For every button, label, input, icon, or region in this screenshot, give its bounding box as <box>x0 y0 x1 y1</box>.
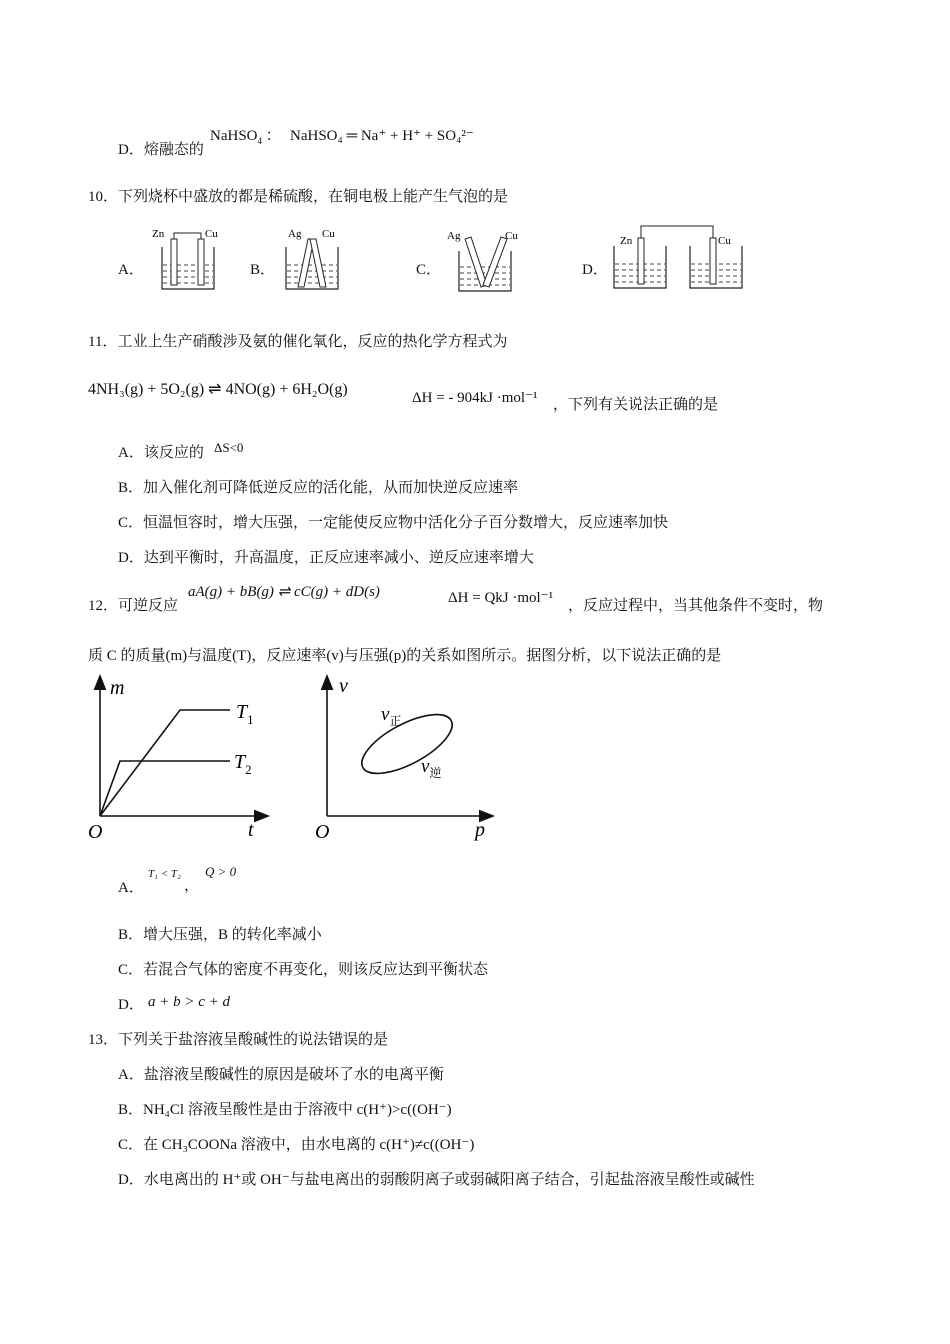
q11-option-c: C．恒温恒容时，增大压强，一定能使反应物中活化分子百分数增大，反应速率加快 <box>118 515 669 531</box>
q13-option-d: D．水电离出的 H⁺或 OH⁻与盐电离出的弱酸阴离子或弱碱阳离子结合，引起盐溶液呈酸性或碱性 <box>118 1172 755 1188</box>
q11-delta-h: ΔH = - 904kJ ·mol⁻¹ <box>412 390 538 406</box>
q12-graph-rate-pressure <box>305 672 505 844</box>
graph1-t1-label: $T_1$ <box>236 701 254 727</box>
q12-equation: aA(g) + bB(g) ⇌ cC(g) + dD(s) <box>188 584 380 600</box>
beaker-c-right-label: Cu <box>505 230 518 242</box>
q12-option-c: C．若混合气体的密度不再变化，则该反应达到平衡状态 <box>118 962 489 978</box>
q13-option-b: B．NH₄Cl 溶液呈酸性是由于溶液中 c(H⁺)>c((OH⁻) <box>118 1102 452 1118</box>
graph2-origin: O <box>315 821 330 843</box>
q12-stem-line2: 质 C 的质量(m)与温度(T)，反应速率(v)与压强(p)的关系如图所示。据图分析，以下说法正确的是 <box>88 648 722 664</box>
q12-option-a-comma: ， <box>184 878 200 894</box>
graph2-x-label: p <box>475 819 485 841</box>
graph1-curve-t2 <box>100 761 230 816</box>
q12-option-d-formula: a + b > c + d <box>148 994 231 1010</box>
graph2-reverse-label: $v_逆$ <box>421 756 442 780</box>
q12-stem-start: 12．可逆反应 <box>88 598 179 614</box>
q13-option-c: C．在 CH₃COONa 溶液中，由水电离的 c(H⁺)≠c((OH⁻) <box>118 1137 475 1153</box>
q12-option-a-formula2: Q > 0 <box>205 864 237 879</box>
q11-stem-tail: ，下列有关说法正确的是 <box>553 397 719 413</box>
graph2-forward-label: $v_正$ <box>381 704 402 728</box>
graph1-t2-label: $T_2$ <box>234 751 252 777</box>
q12-option-a: A． <box>118 880 144 896</box>
q11-option-b: B．加入催化剂可降低逆反应的活化能，从而加快逆反应速率 <box>118 480 519 496</box>
q10-option-b-label: B． <box>250 262 276 278</box>
q9-option-d-formula: NaHSO$_4$ ： <box>210 128 281 146</box>
beaker-a-right-label: Cu <box>205 228 218 240</box>
q10-stem: 10．下列烧杯中盛放的都是稀硫酸，在铜电极上能产生气泡的是 <box>88 189 509 205</box>
q12-delta-h: ΔH = QkJ ·mol⁻¹ <box>448 590 554 606</box>
q10-option-a-label: A． <box>118 262 144 278</box>
q10-option-c-label: C． <box>416 262 442 278</box>
beaker-b-right-label: Cu <box>322 228 335 240</box>
q11-stem: 11．工业上生产硝酸涉及氨的催化氧化，反应的热化学方程式为 <box>88 334 508 350</box>
q11-equation: 4NH₃(g) + 5O₂(g) ⇌ 4NO(g) + 6H₂O(g) <box>88 381 348 398</box>
q11-option-a-formula: ΔS<0 <box>214 440 244 455</box>
q12-option-b: B．增大压强，B 的转化率减小 <box>118 927 322 943</box>
q12-option-d: D． <box>118 997 144 1013</box>
q10-option-d-label: D． <box>582 262 608 278</box>
beaker-d-right-label: Cu <box>718 235 731 247</box>
q13-option-a: A．盐溶液呈酸碱性的原因是破坏了水的电离平衡 <box>118 1067 444 1083</box>
q13-stem: 13．下列关于盐溶液呈酸碱性的说法错误的是 <box>88 1032 389 1048</box>
q12-option-a-formula1: T₁ < T₂ <box>148 868 181 880</box>
beaker-d-diagram <box>610 222 750 294</box>
beaker-c-diagram <box>445 225 525 295</box>
q9-option-d-label: D．熔融态的 <box>118 142 204 158</box>
beaker-a-diagram <box>150 225 225 295</box>
graph2-y-label: v <box>339 675 348 697</box>
q11-option-d: D．达到平衡时，升高温度，正反应速率减小、逆反应速率增大 <box>118 550 534 566</box>
q9-option-d-equation: NaHSO₄ ═ Na⁺ + H⁺ + SO₄²⁻ <box>290 128 474 144</box>
beaker-a-left-label: Zn <box>152 228 165 240</box>
q11-option-a: A．该反应的 <box>118 445 204 461</box>
q12-graph-mass-time <box>80 672 280 844</box>
graph2-ellipse <box>353 703 460 785</box>
q9-option-d <box>118 140 204 160</box>
graph1-y-label: m <box>110 677 125 699</box>
beaker-d-left-label: Zn <box>620 235 633 247</box>
beaker-b-left-label: Ag <box>288 228 302 240</box>
beaker-c-left-label: Ag <box>447 230 461 242</box>
beaker-b-diagram <box>280 225 350 295</box>
graph1-x-label: t <box>248 819 254 841</box>
q12-stem-end: ，反应过程中，当其他条件不变时，物 <box>568 598 824 614</box>
graph1-origin: O <box>88 821 103 843</box>
